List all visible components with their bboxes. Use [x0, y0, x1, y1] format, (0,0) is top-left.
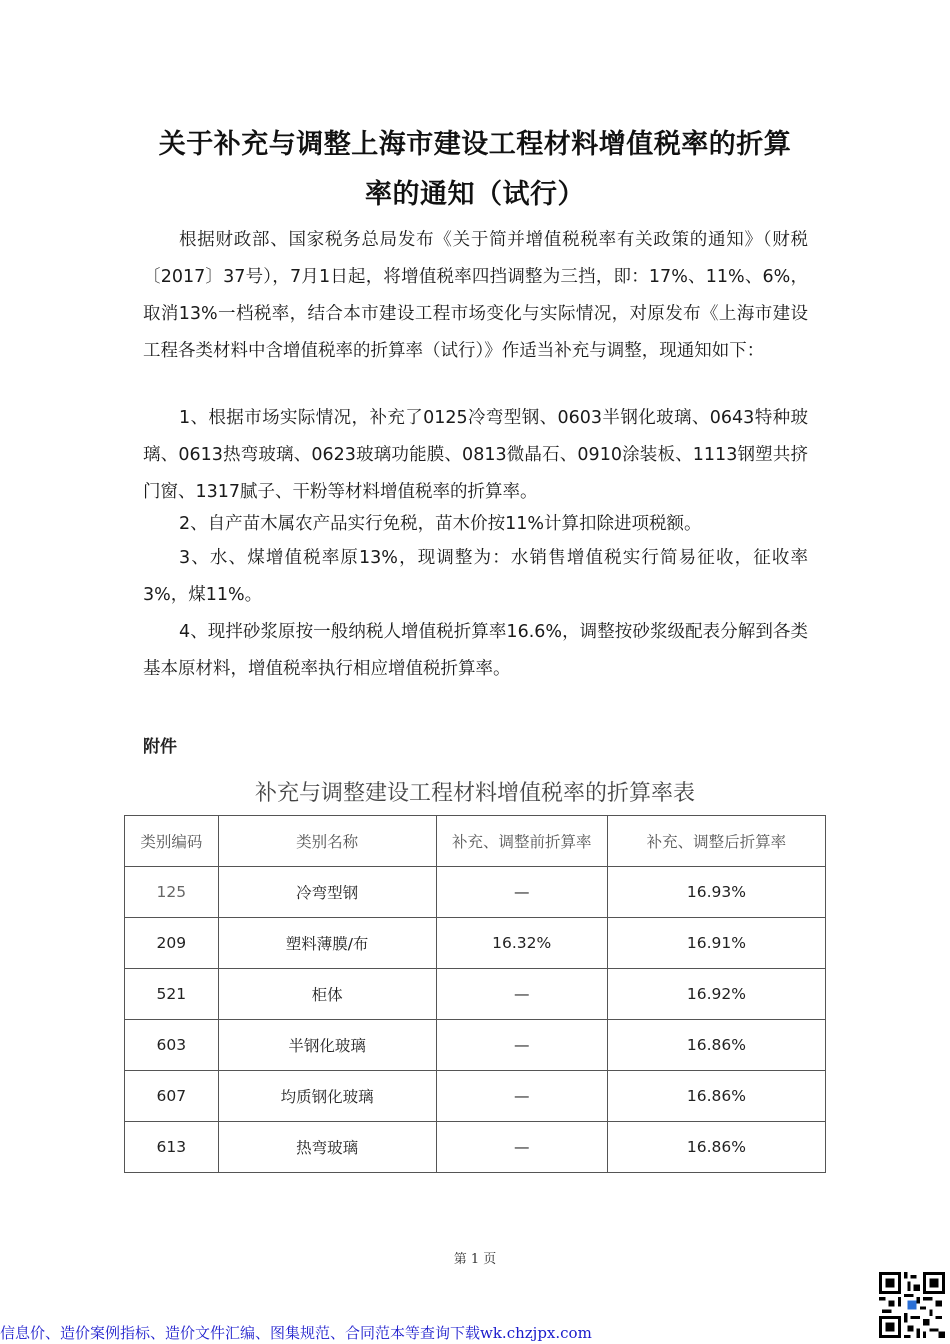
cell-after: 16.86%: [607, 1020, 825, 1071]
cell-code: 607: [125, 1071, 219, 1122]
cell-before: —: [436, 969, 607, 1020]
cell-name: 均质钢化玻璃: [218, 1071, 436, 1122]
paragraph-item-3: 3、水、煤增值税率原13%，现调整为：水销售增值税实行简易征收，征收率3%，煤11%。: [143, 548, 808, 605]
cell-code: 603: [125, 1020, 219, 1071]
table-row: [125, 867, 826, 918]
header-after: 补充、调整后折算率: [607, 816, 825, 867]
cell-after: 16.92%: [607, 969, 825, 1020]
cell-before: —: [436, 1020, 607, 1071]
cell-code: 125: [125, 867, 219, 918]
paragraph-intro: 根据财政部、国家税务总局发布《关于简并增值税税率有关政策的通知》（财税〔2017〕37号），7月1日起，将增值税率四挡调整为三挡，即：17%、11%、6%，取消13%一档税率，结合本市建设工程市场变化与实际情况，对原发布《上海市建设工程各类材料中含增值税率的折算率（试行）》作适当补充与调整，现通知如下：: [143, 230, 808, 361]
table-row: [125, 918, 826, 969]
paragraph-item-4: 4、现拌砂浆原按一般纳税人增值税折算率16.6%，调整按砂浆级配表分解到各类基本原材料，增值税率执行相应增值税折算率。: [143, 622, 808, 679]
document-title-line-2: 率的通知（试行）: [365, 179, 585, 210]
cell-name: 冷弯型钢: [218, 867, 436, 918]
cell-before: —: [436, 1071, 607, 1122]
table-row: [125, 1071, 826, 1122]
paragraph-item-2: 2、自产苗木属农产品实行免税，苗木价按11%计算扣除进项税额。: [179, 514, 702, 534]
footer-download-link[interactable]: 信息价、造价案例指标、造价文件汇编、图集规范、合同范本等查询下载wk.chzjpx.com: [0, 1324, 592, 1342]
cell-code: 521: [125, 969, 219, 1020]
cell-name: 塑料薄膜/布: [218, 918, 436, 969]
table-header-row: [125, 816, 826, 867]
cell-code: 613: [125, 1122, 219, 1173]
qr-code-icon[interactable]: [879, 1272, 945, 1338]
table-row: [125, 1122, 826, 1173]
cell-before: —: [436, 1122, 607, 1173]
header-name: 类别名称: [218, 816, 436, 867]
cell-name: 柜体: [218, 969, 436, 1020]
header-before: 补充、调整前折算率: [436, 816, 607, 867]
cell-after: 16.86%: [607, 1071, 825, 1122]
cell-after: 16.86%: [607, 1122, 825, 1173]
table-row: [125, 1020, 826, 1071]
rate-table: [124, 815, 826, 1173]
cell-before: —: [436, 867, 607, 918]
annex-label: 附件: [143, 737, 177, 757]
header-code: 类别编码: [125, 816, 219, 867]
cell-after: 16.93%: [607, 867, 825, 918]
cell-before: 16.32%: [436, 918, 607, 969]
cell-name: 热弯玻璃: [218, 1122, 436, 1173]
cell-name: 半钢化玻璃: [218, 1020, 436, 1071]
table-row: [125, 969, 826, 1020]
cell-code: 209: [125, 918, 219, 969]
document-title-line-1: 关于补充与调整上海市建设工程材料增值税率的折算: [158, 129, 792, 160]
page-number: 第 1 页: [453, 1252, 497, 1267]
table-title: 补充与调整建设工程材料增值税率的折算率表: [254, 781, 695, 806]
cell-after: 16.91%: [607, 918, 825, 969]
paragraph-item-1: 1、根据市场实际情况，补充了0125冷弯型钢、0603半钢化玻璃、0643特种玻璃、0613热弯玻璃、0623玻璃功能膜、0813微晶石、0910涂装板、1113钢塑共挤门窗、1317腻子、干粉等材料增值税率的折算率。: [143, 408, 808, 502]
